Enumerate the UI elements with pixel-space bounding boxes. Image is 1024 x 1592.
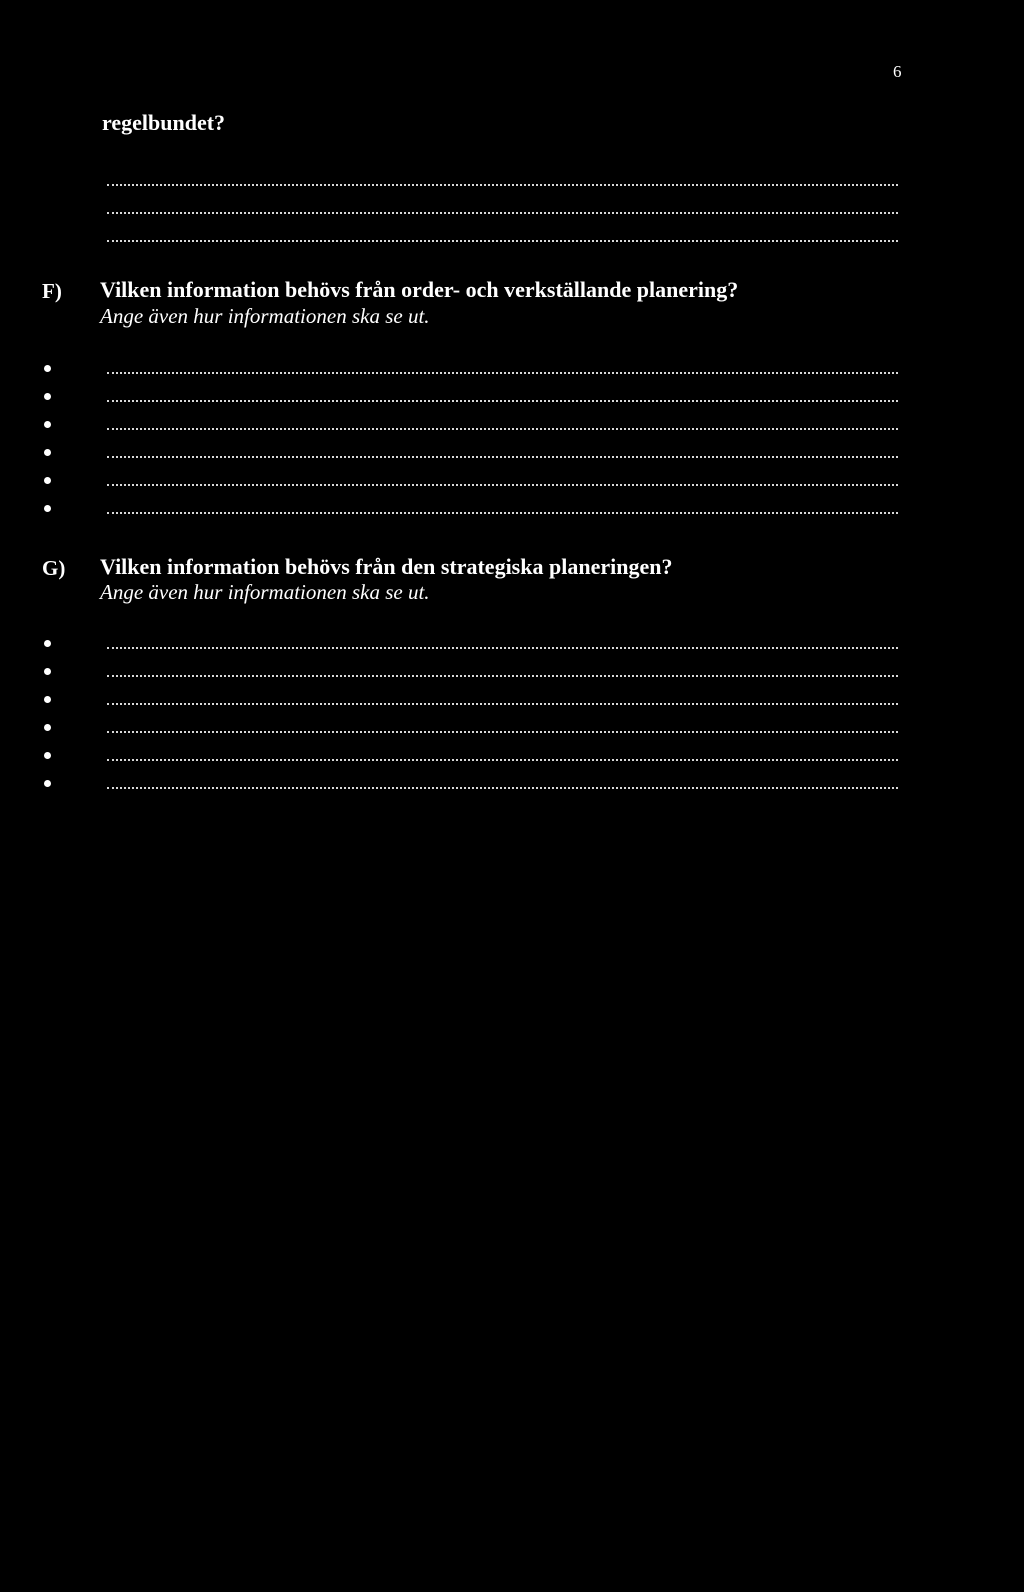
answer-line[interactable] xyxy=(107,647,898,649)
answer-line[interactable] xyxy=(107,675,898,677)
question-g-text: Vilken information behövs från den strategiska planeringen? xyxy=(100,554,673,579)
answer-line[interactable] xyxy=(107,703,898,705)
answer-line[interactable] xyxy=(107,212,898,214)
bullet-icon xyxy=(44,752,51,759)
question-g-instruction: Ange även hur informationen ska se ut. xyxy=(100,580,430,604)
bullet-icon xyxy=(44,505,51,512)
question-f-label: F) xyxy=(42,279,62,303)
question-f-instruction: Ange även hur informationen ska se ut. xyxy=(100,304,430,328)
answer-line[interactable] xyxy=(107,372,898,374)
page-number: 6 xyxy=(893,62,902,81)
bullet-icon xyxy=(44,640,51,647)
bullet-icon xyxy=(44,393,51,400)
bullet-icon xyxy=(44,724,51,731)
answer-line[interactable] xyxy=(107,759,898,761)
answer-line[interactable] xyxy=(107,456,898,458)
answer-line[interactable] xyxy=(107,787,898,789)
answer-line[interactable] xyxy=(107,400,898,402)
answer-line[interactable] xyxy=(107,484,898,486)
question-f-text: Vilken information behövs från order- och verkställande planering? xyxy=(100,277,739,302)
answer-line[interactable] xyxy=(107,428,898,430)
bullet-icon xyxy=(44,477,51,484)
question-g-label: G) xyxy=(42,556,66,580)
continuation-question-text: regelbundet? xyxy=(102,110,226,135)
bullet-icon xyxy=(44,449,51,456)
answer-line[interactable] xyxy=(107,731,898,733)
bullet-icon xyxy=(44,421,51,428)
bullet-icon xyxy=(44,365,51,372)
answer-line[interactable] xyxy=(107,240,898,242)
answer-line[interactable] xyxy=(107,512,898,514)
bullet-icon xyxy=(44,780,51,787)
bullet-icon xyxy=(44,668,51,675)
bullet-icon xyxy=(44,696,51,703)
answer-line[interactable] xyxy=(107,184,898,186)
